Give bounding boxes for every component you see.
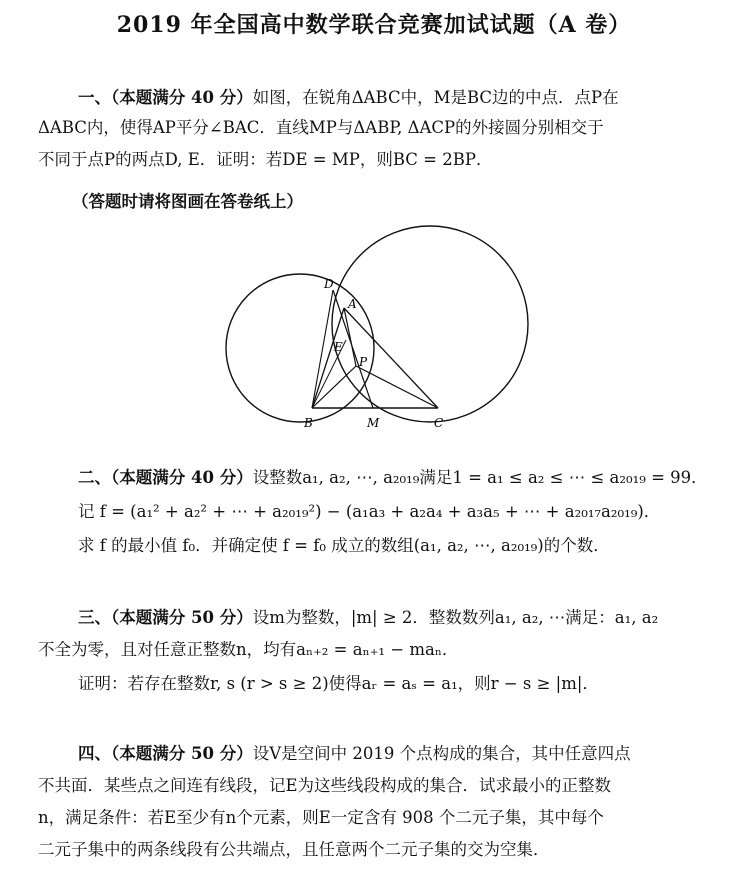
q2-line3: 求 f 的最小值 f₀．并确定使 f = f₀ 成立的数组(a₁, a₂, ⋯, a₂₀₁₉)的个数． [78, 536, 610, 555]
q1-note: （答题时请将图画在答卷纸上） [72, 192, 303, 211]
q4-line1 [78, 742, 631, 766]
q2-line1 [78, 466, 708, 490]
q1-text1: 如图，在锐角ΔABC中，M是BC边的中点．点P在 [252, 88, 619, 107]
label-c: C [434, 416, 444, 430]
q3-line1 [78, 606, 658, 630]
circumcircle-acp [332, 226, 528, 422]
geometry-figure [220, 220, 540, 440]
segment-cp [356, 366, 438, 408]
q1-line1 [78, 86, 619, 110]
q3-line3: 证明：若存在整数r, s (r > s ≥ 2)使得aᵣ = aₛ = a₁，则r − s ≥ |m|． [78, 674, 599, 693]
q4-line4: 二元子集中的两条线段有公共端点，且任意两个二元子集的交为空集． [38, 840, 550, 859]
label-d: D [324, 277, 334, 291]
q4-line2: 不共面．某些点之间连有线段，记E为这些线段构成的集合．试求最小的正整数 [38, 776, 612, 795]
label-m: M [367, 416, 380, 430]
q1-line3: 不同于点P的两点D, E．证明：若DE = MP，则BC = 2BP． [38, 150, 493, 169]
q1-line2: ΔABC内，使得AP平分∠BAC．直线MP与ΔABP, ΔACP的外接圆分别相交于 [38, 118, 604, 137]
segment-ap [344, 308, 356, 366]
q2-label: 二、（本题满分 40 分） [78, 468, 253, 487]
q4-label: 四、（本题满分 50 分） [78, 744, 253, 763]
q3-text1: 设m为整数，|m| ≥ 2．整数数列a₁, a₂, ⋯满足：a₁, a₂ [252, 608, 659, 627]
q4-line3: n，满足条件：若E至少有n个元素，则E一定含有 908 个二元子集，其中每个 [38, 808, 604, 827]
q3-label: 三、（本题满分 50 分） [78, 608, 253, 627]
q2-line2: 记 f = (a₁² + a₂² + ⋯ + a₂₀₁₉²) − (a₁a₃ + a₂a₄ + a₃a₅ + ⋯ + a₂₀₁₇a₂₀₁₉)． [78, 502, 661, 521]
q1-label: 一、（本题满分 40 分） [78, 88, 253, 107]
label-p: P [359, 355, 368, 369]
q2-text1: 设整数a₁, a₂, ⋯, a₂₀₁₉满足1 = a₁ ≤ a₂ ≤ ⋯ ≤ a₂₀₁₉ = 99． [252, 468, 708, 487]
label-e: E [334, 340, 343, 354]
q4-text1: 设V是空间中 2019 个点构成的集合，其中任意四点 [252, 744, 631, 763]
label-a: A [348, 297, 357, 311]
page-title: 2019 年全国高中数学联合竞赛加试试题（A 卷） [116, 12, 632, 38]
q3-line2: 不全为零，且对任意正整数n，均有aₙ₊₂ = aₙ₊₁ − maₙ． [38, 640, 459, 659]
label-b: B [304, 416, 313, 430]
